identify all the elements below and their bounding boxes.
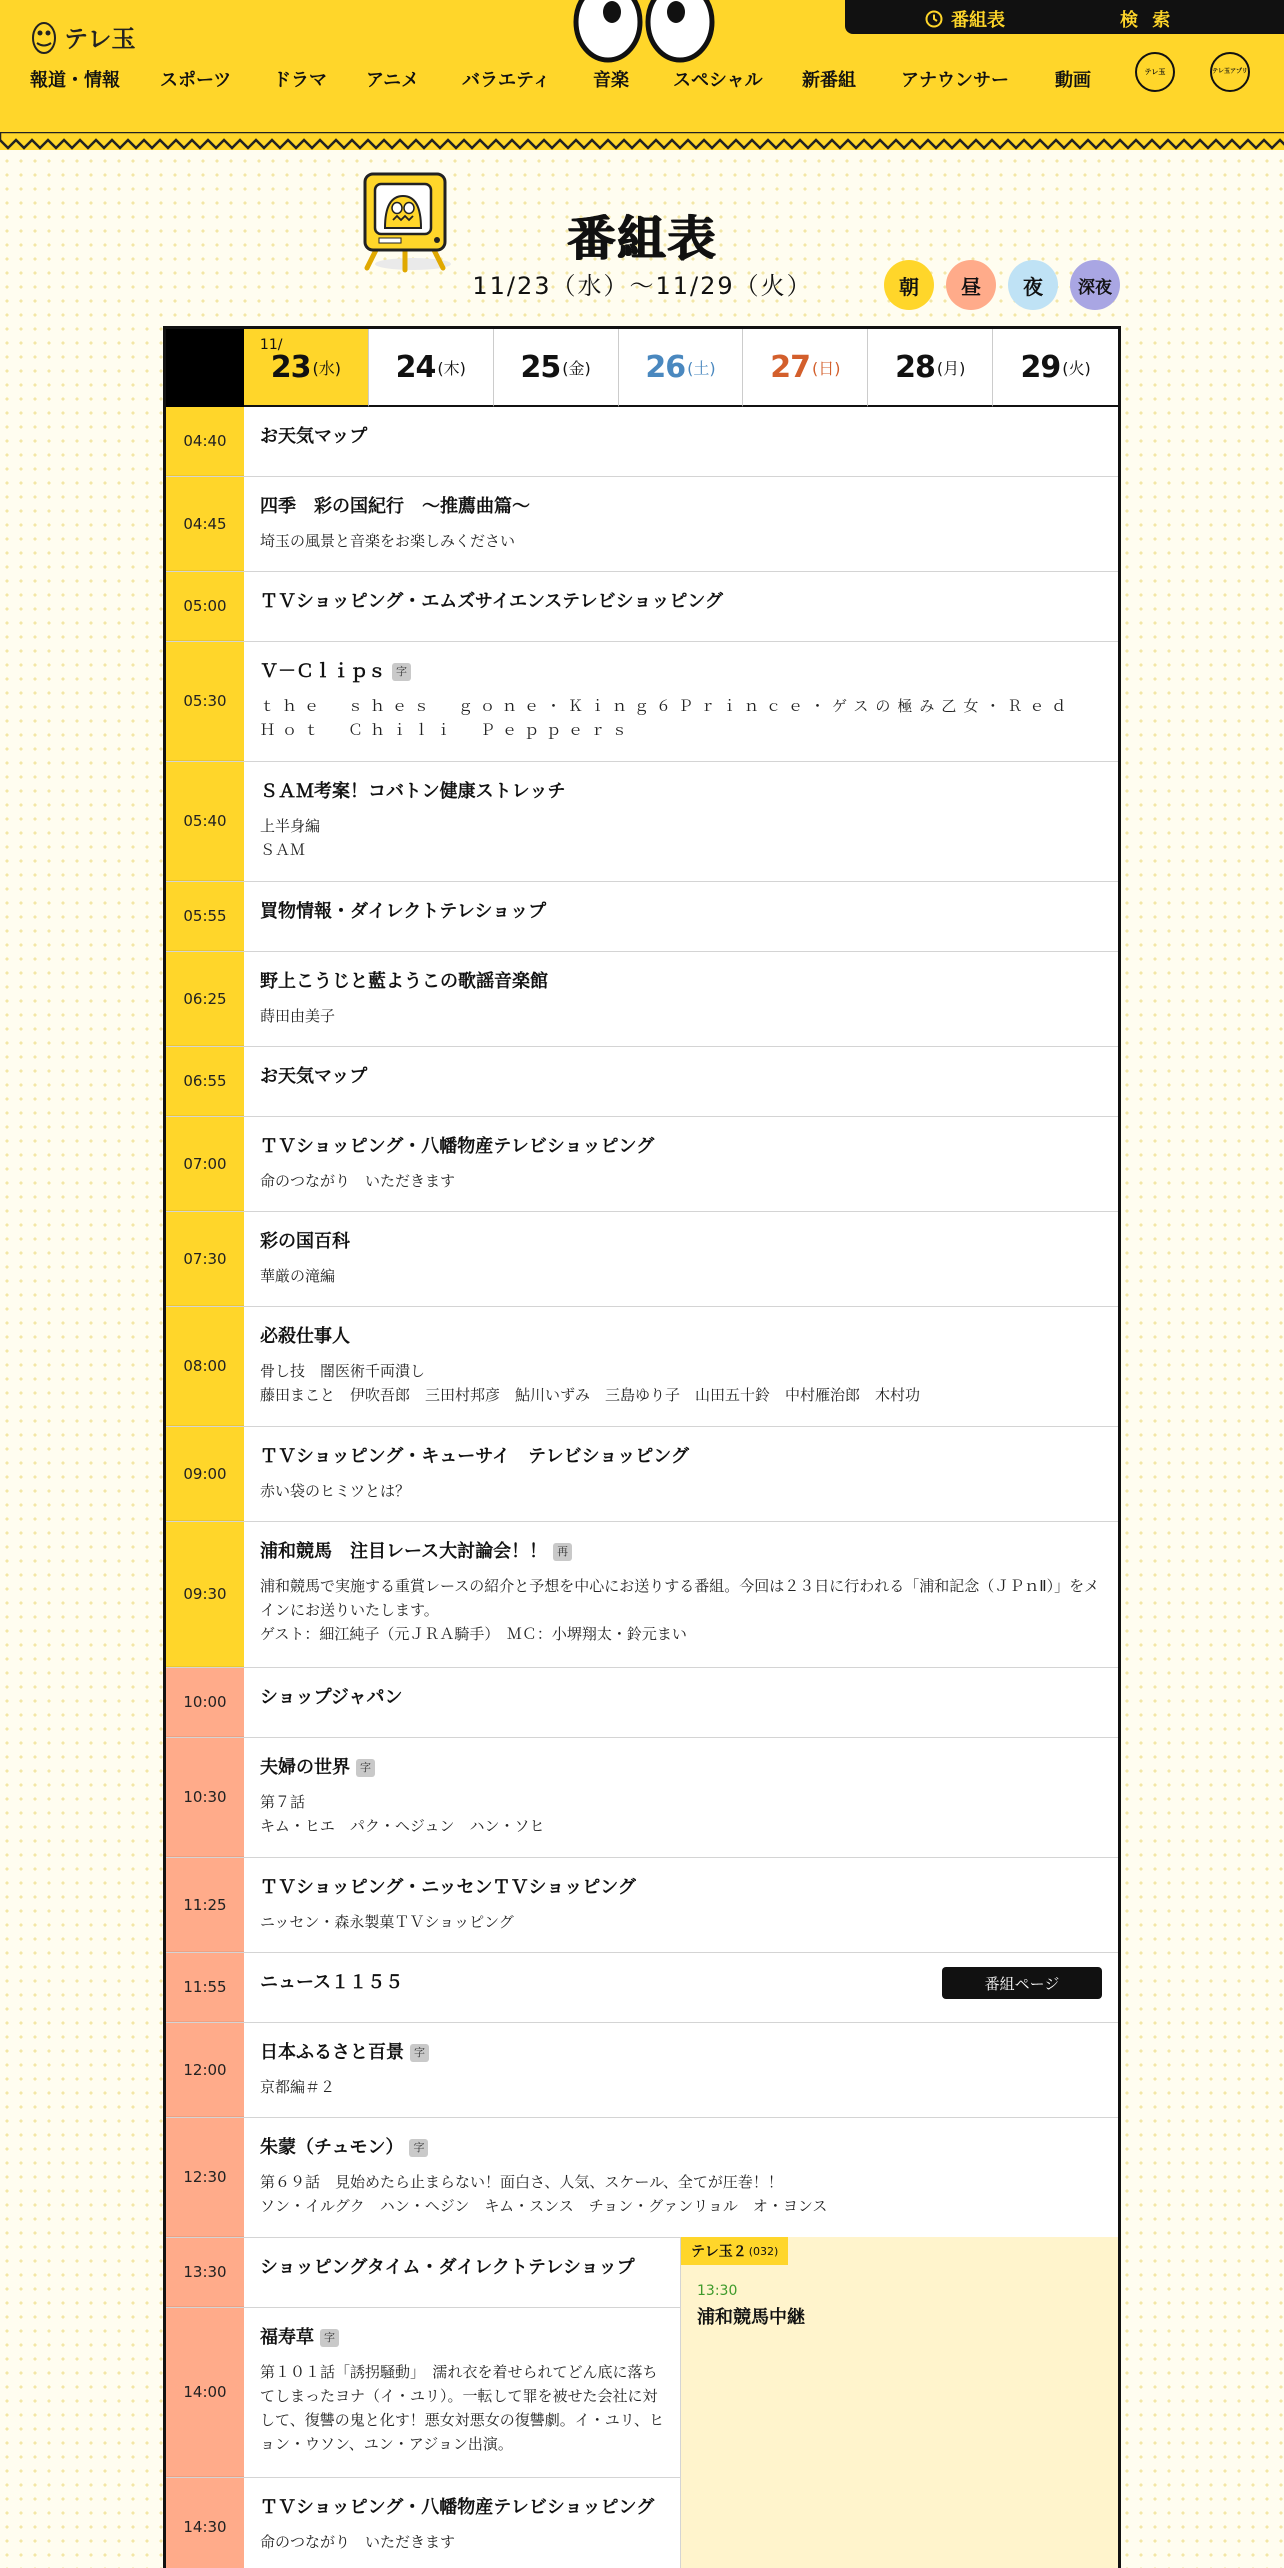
program-title[interactable]: ＴＶショッピング・キューサイ テレビショッピング [260, 1446, 689, 1467]
program-title[interactable]: 朱蒙（チュモン） [260, 2137, 404, 2158]
day-tab-25[interactable] [494, 329, 619, 407]
program-title-line [260, 900, 1102, 924]
topbar [845, 0, 1284, 34]
program-time: 10:30 [166, 1738, 244, 1857]
subchannel-panel[interactable] [680, 2237, 1118, 2568]
nav-sports[interactable]: スポーツ [160, 70, 232, 91]
program-body [244, 1858, 1118, 1952]
program-title[interactable]: ＴＶショッピング・八幡物産テレビショッピング [260, 1136, 655, 1157]
program-title-line [260, 780, 1102, 804]
program-description-line: 赤い袋のヒミツとは？ [260, 1482, 411, 1500]
day-tab-weekday: (火) [1062, 358, 1091, 378]
program-row[interactable] [166, 1117, 1118, 1212]
program-body [244, 1307, 1118, 1426]
search-label: 検 索 [1120, 10, 1175, 31]
app-badge-button[interactable] [1210, 52, 1250, 92]
mascot-logo-icon [30, 16, 58, 56]
program-row[interactable] [166, 2238, 680, 2308]
day-tab-number: 23 [270, 349, 311, 385]
program-guide-label: 番組表 [951, 10, 1005, 31]
program-time: 14:30 [166, 2478, 244, 2568]
program-description [260, 1910, 1102, 1934]
day-tabs-corner [166, 329, 244, 407]
day-tabs [166, 329, 1118, 407]
day-tab-27[interactable] [743, 329, 868, 407]
program-title-line [260, 1756, 1102, 1780]
program-time: 11:25 [166, 1858, 244, 1952]
program-row[interactable] [166, 882, 1118, 952]
program-description-line: 第１０１話「誘拐騒動」 濡れ衣を着せられてどん底に落ちてしまったヨナ（イ・ユリ）。一転して罪を被せた会社に対して、復讐の鬼と化す！悪女対悪女の復讐劇。イ・ユリ、ヒョン・ウソン、ユン・アジョン出演。 [260, 2363, 664, 2453]
program-body [244, 952, 1118, 1046]
day-tab-24[interactable] [369, 329, 494, 407]
program-description-line: 命のつながり いただきます [260, 1172, 456, 1190]
program-title[interactable]: ＳＡＭ考案！コバトン健康ストレッチ [260, 781, 566, 802]
program-row[interactable] [166, 642, 1118, 762]
day-tab-23[interactable] [244, 329, 369, 407]
program-title[interactable]: お天気マップ [260, 1066, 368, 1087]
program-title[interactable]: 四季 彩の国紀行 ～推薦曲篇～ [260, 496, 530, 517]
program-time: 06:55 [166, 1047, 244, 1116]
search-link[interactable] [1120, 6, 1174, 32]
program-description [260, 1264, 1102, 1288]
day-tab-weekday: (金) [562, 358, 591, 378]
nav-new-programs[interactable]: 新番組 [802, 70, 856, 91]
program-title-line [260, 1230, 1102, 1254]
program-description [260, 814, 1102, 862]
site-logo[interactable] [30, 16, 136, 56]
program-row[interactable] [166, 2118, 1118, 2238]
program-body [244, 2023, 1118, 2117]
program-description-line: 京都編＃２ [260, 2078, 336, 2096]
program-title[interactable]: 福寿草 [260, 2327, 314, 2348]
nav-special[interactable]: スペシャル [673, 70, 763, 91]
program-description-line: 上半身編 [260, 817, 321, 835]
program-body [244, 1668, 1118, 1737]
program-row[interactable] [166, 1212, 1118, 1307]
day-tab-number: 25 [520, 349, 561, 385]
day-tab-weekday: (日) [811, 358, 841, 378]
program-row[interactable] [166, 1307, 1118, 1427]
nav-announcers[interactable]: アナウンサー [901, 70, 1009, 91]
program-title[interactable]: Ｖ－Ｃｌｉｐｓ [260, 661, 386, 682]
program-row[interactable] [166, 762, 1118, 882]
program-title-line [260, 2041, 1102, 2065]
program-title[interactable]: ＴＶショッピング・八幡物産テレビショッピング [260, 2497, 655, 2518]
program-badge: 字 [392, 663, 411, 681]
program-badge: 字 [356, 1759, 375, 1777]
time-button-night-label: 夜 [1023, 274, 1043, 299]
program-row[interactable] [166, 2308, 680, 2478]
program-description [260, 2075, 1102, 2099]
program-description [260, 2360, 664, 2456]
program-page-button[interactable]: 番組ページ [942, 1967, 1102, 1999]
program-time: 09:00 [166, 1427, 244, 1521]
program-description-line: 埼玉の風景と音楽をお楽しみください [260, 532, 516, 550]
program-time: 10:00 [166, 1668, 244, 1737]
program-body [244, 642, 1118, 761]
program-title-line [260, 1325, 1102, 1349]
program-title-line [260, 660, 1102, 684]
program-body [244, 1047, 1118, 1116]
program-title[interactable]: 夫婦の世界 [260, 1757, 350, 1778]
program-title[interactable]: 彩の国百科 [260, 1231, 350, 1252]
day-tab-weekday: (土) [687, 358, 716, 378]
time-button-night[interactable] [1008, 260, 1058, 310]
program-time: 13:30 [166, 2238, 244, 2307]
program-body [244, 2238, 680, 2307]
program-row[interactable] [166, 1522, 1118, 1668]
day-tab-29[interactable] [993, 329, 1118, 407]
program-title-line [260, 2136, 1102, 2160]
day-tab-number: 28 [895, 349, 935, 385]
program-time: 07:30 [166, 1212, 244, 1306]
time-button-morning-label: 朝 [899, 274, 919, 299]
program-time: 04:45 [166, 477, 244, 571]
program-description [260, 1169, 1102, 1193]
program-description-line: 華厳の滝編 [260, 1267, 336, 1285]
mascot-eyes-icon [568, 0, 718, 64]
program-body [244, 2478, 680, 2568]
program-row[interactable] [166, 572, 1118, 642]
program-title-line [260, 2256, 664, 2280]
nav-videos[interactable]: 動画 [1055, 70, 1091, 91]
program-row[interactable] [166, 1427, 1118, 1522]
program-title[interactable]: お天気マップ [260, 426, 368, 447]
day-tab-weekday: (月) [936, 358, 966, 378]
program-title[interactable]: ショップジャパン [260, 1687, 403, 1708]
time-button-daytime[interactable] [946, 260, 996, 310]
day-tab-number: 24 [395, 349, 436, 385]
site-header [0, 0, 1284, 150]
nav-news[interactable]: 報道・情報 [30, 70, 120, 91]
app-badge-label: テレ玉アプリ [1212, 68, 1248, 75]
program-description [260, 1790, 1102, 1838]
page-title: 番組表 [567, 211, 718, 267]
nav-anime[interactable]: アニメ [366, 70, 420, 91]
day-tab-28[interactable] [868, 329, 993, 407]
program-title-line [260, 1876, 1102, 1900]
nav-variety[interactable]: バラエティ [462, 70, 551, 91]
program-description-line: 骨し技 闇医術千両潰し [260, 1362, 426, 1380]
program-title-line [260, 2326, 664, 2350]
program-body [244, 1738, 1118, 1857]
program-row[interactable] [166, 1047, 1118, 1117]
program-title[interactable]: 必殺仕事人 [260, 1326, 350, 1347]
program-body [244, 1427, 1118, 1521]
day-tab-weekday: (水) [312, 358, 341, 378]
program-title[interactable]: ニュース１１５５ [260, 1972, 404, 1993]
program-body [244, 1117, 1118, 1211]
program-time: 05:40 [166, 762, 244, 881]
program-title[interactable]: ショッピングタイム・ダイレクトテレショップ [260, 2257, 635, 2278]
program-description-line: ＳＡＭ [260, 841, 306, 859]
program-title[interactable]: ＴＶショッピング・エムズサイエンステレビショッピング [260, 591, 723, 612]
clock-icon [925, 10, 943, 28]
program-title[interactable]: 浦和競馬 注目レース大討論会！！ [260, 1541, 548, 1562]
program-row[interactable] [166, 2478, 680, 2568]
program-body [244, 572, 1118, 641]
program-body [244, 1522, 1118, 1667]
program-description-line: ｔｈｅ ｓｈｅｓ ｇｏｎｅ・Ｋｉｎｇ６Ｐｒｉｎｃｅ・ゲスの極み乙女・Ｒｅｄ Ｈｏｔ Ｃｈｉｌｉ Ｐｅｐｐｅｒｓ [260, 697, 1096, 739]
program-description-line: ゲスト：細江純子（元ＪＲＡ騎手） ＭＣ：小堺翔太・鈴元まい [260, 1625, 687, 1643]
program-badge: 字 [409, 2139, 428, 2157]
day-tab-month: 11/ [259, 337, 283, 353]
program-body [244, 2118, 1118, 2237]
teletama-badge-label: テレ玉 [1144, 67, 1166, 76]
program-title-line [260, 2496, 664, 2520]
program-title-line [260, 425, 1102, 449]
program-title[interactable]: 日本ふるさと百景 [260, 2042, 404, 2063]
program-time: 05:30 [166, 642, 244, 761]
program-description-line: ニッセン・森永製菓ＴＶショッピング [260, 1913, 514, 1931]
program-title-line [260, 970, 1102, 994]
program-body [244, 882, 1118, 951]
program-body [244, 762, 1118, 881]
time-button-daytime-label: 昼 [961, 274, 981, 299]
nav-music[interactable]: 音楽 [593, 70, 629, 91]
program-description [260, 1479, 1102, 1503]
program-description [260, 529, 1102, 553]
time-button-late-night-label: 深夜 [1078, 277, 1112, 298]
program-description [260, 2530, 664, 2554]
header-zigzag-edge [0, 132, 1284, 154]
program-time: 09:30 [166, 1522, 244, 1667]
program-time: 04:40 [166, 407, 244, 476]
program-time: 05:55 [166, 882, 244, 951]
program-time: 12:30 [166, 2118, 244, 2237]
program-body [244, 2308, 680, 2477]
program-description-line: 命のつながり いただきます [260, 2533, 456, 2551]
nav-drama[interactable]: ドラマ [273, 70, 327, 91]
program-title-line [260, 590, 1102, 614]
program-row[interactable] [166, 477, 1118, 572]
program-badge: 字 [410, 2044, 429, 2062]
program-time: 06:25 [166, 952, 244, 1046]
program-title[interactable]: ＴＶショッピング・ニッセンＴＶショッピング [260, 1877, 636, 1898]
subchannel-name: テレ玉２ [691, 2244, 747, 2260]
time-button-morning[interactable] [884, 260, 934, 310]
program-time: 12:00 [166, 2023, 244, 2117]
program-description-line: ソン・イルグク ハン・ヘジン キム・スンス チョン・グァンリョル オ・ヨンス [260, 2197, 828, 2215]
program-description-line: 蒔田由美子 [260, 1007, 336, 1025]
program-title-line [260, 1135, 1102, 1159]
program-row[interactable] [166, 1953, 1118, 2023]
time-button-late-night[interactable] [1070, 260, 1120, 310]
program-body [244, 1212, 1118, 1306]
program-badge: 再 [553, 1543, 572, 1561]
program-time: 11:55 [166, 1953, 244, 2022]
program-body [244, 477, 1118, 571]
day-tab-weekday: (木) [437, 358, 466, 378]
program-description [260, 2170, 1102, 2218]
program-time: 08:00 [166, 1307, 244, 1426]
day-tab-26[interactable] [619, 329, 744, 407]
program-title-line [260, 1686, 1102, 1710]
program-title-line [260, 1445, 1102, 1469]
program-body [244, 407, 1118, 476]
program-title-line [260, 1065, 1102, 1089]
program-description-line: 第６９話 見始めたら止まらない！面白さ、人気、スケール、全てが圧巻！！ [260, 2173, 783, 2191]
program-row[interactable] [166, 952, 1118, 1047]
program-row[interactable] [166, 1858, 1118, 1953]
program-row[interactable] [166, 1668, 1118, 1738]
day-tab-number: 26 [645, 349, 686, 385]
program-description [260, 1574, 1102, 1646]
program-title[interactable]: 買物情報・ダイレクトテレショップ [260, 901, 547, 922]
program-description [260, 1359, 1102, 1407]
teletama-badge-button[interactable] [1135, 52, 1175, 92]
subchannel-code: (032) [748, 2244, 779, 2258]
program-description-line: 第７話 [260, 1793, 306, 1811]
program-body [244, 1953, 1118, 2022]
program-description-line: キム・ヒエ パク・ヘジュン ハン・ソヒ [260, 1817, 545, 1835]
subchannel-time: 13:30 [697, 2283, 738, 2299]
program-title[interactable]: 野上こうじと藍ようこの歌謡音楽館 [260, 971, 548, 992]
logo-text: テレ玉 [64, 24, 136, 53]
program-row[interactable] [166, 407, 1118, 477]
day-tab-number: 29 [1020, 349, 1061, 385]
subchannel-program-title: 浦和競馬中継 [697, 2307, 805, 2328]
program-title-line [260, 1540, 1102, 1564]
program-time: 05:00 [166, 572, 244, 641]
program-time: 07:00 [166, 1117, 244, 1211]
program-badge: 字 [320, 2329, 339, 2347]
schedule-table [163, 326, 1121, 2568]
program-title-line [260, 495, 1102, 519]
program-description [260, 694, 1102, 742]
program-description [260, 1004, 1102, 1028]
program-description-line: 藤田まこと 伊吹吾郎 三田村邦彦 鮎川いずみ 三島ゆり子 山田五十鈴 中村雁治郎 木村功 [260, 1386, 921, 1404]
program-row[interactable] [166, 1738, 1118, 1858]
subchannel-tag [681, 2237, 788, 2265]
program-description-line: 浦和競馬で実施する重賞レースの紹介と予想を中心にお送りする番組。今回は２３日に行われる「浦和記念（ＪＰｎⅡ）」をメインにお送りいたします。 [260, 1577, 1100, 1619]
tv-mascot-icon [355, 168, 455, 273]
program-time: 14:00 [166, 2308, 244, 2477]
program-guide-link[interactable] [925, 6, 1005, 32]
day-tab-number: 27 [770, 349, 810, 385]
date-range: 11/23（水）〜11/29（火） [472, 272, 813, 300]
program-row[interactable] [166, 2023, 1118, 2118]
